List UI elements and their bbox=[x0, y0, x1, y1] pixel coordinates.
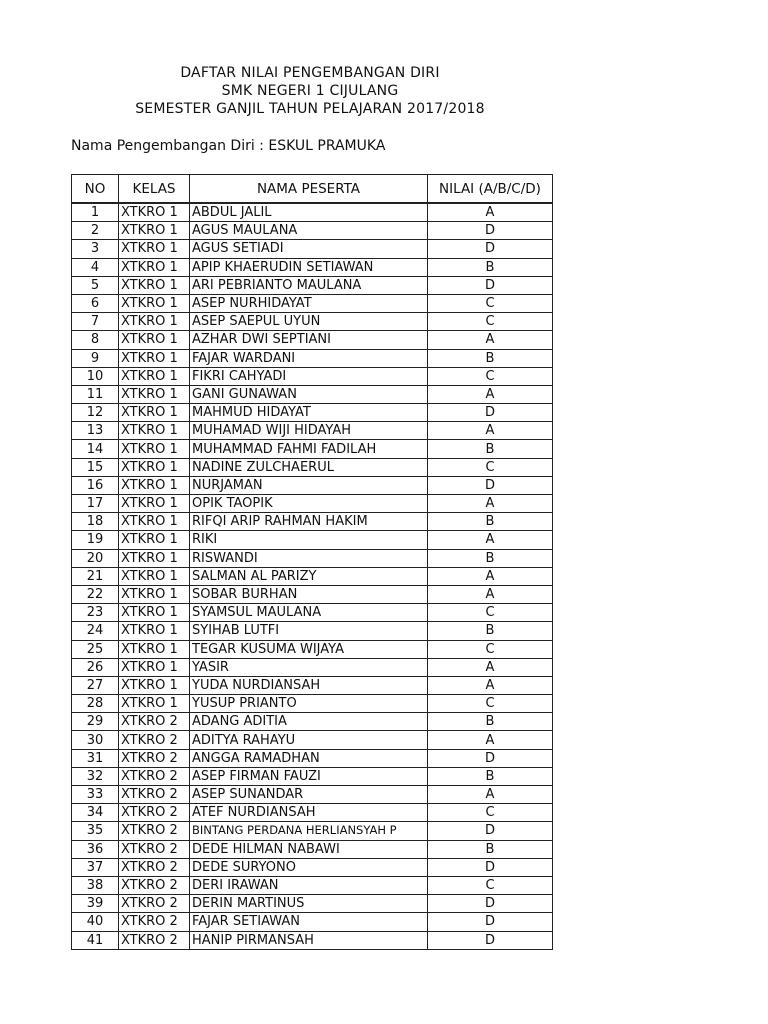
cell-no: 37 bbox=[72, 858, 119, 876]
cell-no: 21 bbox=[72, 567, 119, 585]
cell-nilai: D bbox=[428, 913, 553, 931]
cell-kelas: XTKRO 2 bbox=[119, 876, 190, 894]
cell-kelas: XTKRO 1 bbox=[119, 476, 190, 494]
table-row bbox=[72, 549, 553, 567]
cell-no: 10 bbox=[72, 367, 119, 385]
cell-nilai: B bbox=[428, 713, 553, 731]
table-row bbox=[72, 640, 553, 658]
cell-kelas: XTKRO 1 bbox=[119, 567, 190, 585]
cell-nilai: B bbox=[428, 440, 553, 458]
table-row bbox=[72, 258, 553, 276]
cell-no: 35 bbox=[72, 822, 119, 840]
document-title: DAFTAR NILAI PENGEMBANGAN DIRI bbox=[180, 65, 440, 81]
cell-no: 18 bbox=[72, 513, 119, 531]
cell-nilai: C bbox=[428, 804, 553, 822]
table-row bbox=[72, 331, 553, 349]
cell-nama: ASEP SUNANDAR bbox=[190, 786, 428, 804]
cell-no: 22 bbox=[72, 585, 119, 603]
cell-no: 14 bbox=[72, 440, 119, 458]
column-header-nilai: NILAI (A/B/C/D) bbox=[428, 175, 553, 204]
cell-nilai: C bbox=[428, 367, 553, 385]
cell-nama: DEDE HILMAN NABAWI bbox=[190, 840, 428, 858]
cell-no: 27 bbox=[72, 676, 119, 694]
cell-nilai: C bbox=[428, 313, 553, 331]
cell-kelas: XTKRO 2 bbox=[119, 731, 190, 749]
cell-nama: DEDE SURYONO bbox=[190, 858, 428, 876]
cell-nilai: D bbox=[428, 240, 553, 258]
cell-kelas: XTKRO 1 bbox=[119, 276, 190, 294]
cell-no: 4 bbox=[72, 258, 119, 276]
cell-nama: SYAMSUL MAULANA bbox=[190, 604, 428, 622]
cell-kelas: XTKRO 1 bbox=[119, 695, 190, 713]
cell-nama: ASEP SAEPUL UYUN bbox=[190, 313, 428, 331]
cell-nilai: B bbox=[428, 549, 553, 567]
table-row bbox=[72, 713, 553, 731]
table-row bbox=[72, 585, 553, 603]
cell-no: 8 bbox=[72, 331, 119, 349]
cell-no: 23 bbox=[72, 604, 119, 622]
document-header bbox=[0, 64, 620, 118]
cell-nama: ANGGA RAMADHAN bbox=[190, 749, 428, 767]
cell-kelas: XTKRO 1 bbox=[119, 676, 190, 694]
cell-nama: AGUS SETIADI bbox=[190, 240, 428, 258]
cell-nilai: A bbox=[428, 385, 553, 403]
cell-kelas: XTKRO 1 bbox=[119, 458, 190, 476]
cell-nilai: D bbox=[428, 222, 553, 240]
cell-no: 15 bbox=[72, 458, 119, 476]
cell-nilai: C bbox=[428, 640, 553, 658]
table-row bbox=[72, 313, 553, 331]
cell-nilai: A bbox=[428, 531, 553, 549]
cell-nilai: D bbox=[428, 895, 553, 913]
cell-nilai: D bbox=[428, 404, 553, 422]
cell-kelas: XTKRO 2 bbox=[119, 895, 190, 913]
cell-nilai: A bbox=[428, 585, 553, 603]
cell-kelas: XTKRO 1 bbox=[119, 531, 190, 549]
table-row bbox=[72, 422, 553, 440]
cell-nilai: B bbox=[428, 513, 553, 531]
cell-nama: YUSUP PRIANTO bbox=[190, 695, 428, 713]
semester-line: SEMESTER GANJIL TAHUN PELAJARAN 2017/2018 bbox=[135, 101, 485, 117]
table-row bbox=[72, 822, 553, 840]
cell-kelas: XTKRO 2 bbox=[119, 840, 190, 858]
table-row bbox=[72, 495, 553, 513]
table-row bbox=[72, 913, 553, 931]
cell-kelas: XTKRO 1 bbox=[119, 513, 190, 531]
table-row bbox=[72, 476, 553, 494]
cell-nama: NADINE ZULCHAERUL bbox=[190, 458, 428, 476]
table-row bbox=[72, 276, 553, 294]
cell-nilai: B bbox=[428, 767, 553, 785]
cell-kelas: XTKRO 1 bbox=[119, 258, 190, 276]
cell-nilai: A bbox=[428, 203, 553, 222]
cell-nilai: C bbox=[428, 294, 553, 312]
cell-nama: SALMAN AL PARIZY bbox=[190, 567, 428, 585]
cell-nama: MAHMUD HIDAYAT bbox=[190, 404, 428, 422]
cell-nama: RIKI bbox=[190, 531, 428, 549]
cell-kelas: XTKRO 1 bbox=[119, 349, 190, 367]
cell-no: 11 bbox=[72, 385, 119, 403]
cell-kelas: XTKRO 2 bbox=[119, 804, 190, 822]
table-row bbox=[72, 222, 553, 240]
table-row bbox=[72, 786, 553, 804]
cell-nilai: C bbox=[428, 604, 553, 622]
cell-no: 41 bbox=[72, 931, 119, 949]
table-row bbox=[72, 440, 553, 458]
school-name: SMK NEGERI 1 CIJULANG bbox=[221, 83, 399, 99]
cell-nama: ADITYA RAHAYU bbox=[190, 731, 428, 749]
cell-kelas: XTKRO 1 bbox=[119, 658, 190, 676]
cell-nama: ARI PEBRIANTO MAULANA bbox=[190, 276, 428, 294]
cell-no: 28 bbox=[72, 695, 119, 713]
cell-no: 31 bbox=[72, 749, 119, 767]
cell-no: 6 bbox=[72, 294, 119, 312]
cell-nilai: C bbox=[428, 876, 553, 894]
cell-kelas: XTKRO 1 bbox=[119, 367, 190, 385]
cell-no: 38 bbox=[72, 876, 119, 894]
cell-no: 33 bbox=[72, 786, 119, 804]
cell-nama: NURJAMAN bbox=[190, 476, 428, 494]
cell-nilai: D bbox=[428, 858, 553, 876]
column-header-nama: NAMA PESERTA bbox=[190, 175, 428, 204]
cell-nama: DERI IRAWAN bbox=[190, 876, 428, 894]
cell-nilai: B bbox=[428, 622, 553, 640]
cell-kelas: XTKRO 2 bbox=[119, 858, 190, 876]
cell-nama: AZHAR DWI SEPTIANI bbox=[190, 331, 428, 349]
table-row bbox=[72, 767, 553, 785]
cell-nama: GANI GUNAWAN bbox=[190, 385, 428, 403]
cell-no: 12 bbox=[72, 404, 119, 422]
activity-name: Nama Pengembangan Diri : ESKUL PRAMUKA bbox=[71, 138, 386, 154]
cell-nilai: D bbox=[428, 476, 553, 494]
cell-nilai: A bbox=[428, 331, 553, 349]
cell-nama: ASEP FIRMAN FAUZI bbox=[190, 767, 428, 785]
cell-nama: OPIK TAOPIK bbox=[190, 495, 428, 513]
cell-no: 5 bbox=[72, 276, 119, 294]
table-row bbox=[72, 604, 553, 622]
table-row bbox=[72, 458, 553, 476]
table-row bbox=[72, 931, 553, 949]
cell-kelas: XTKRO 1 bbox=[119, 622, 190, 640]
table-row bbox=[72, 531, 553, 549]
cell-kelas: XTKRO 2 bbox=[119, 822, 190, 840]
cell-nama: FIKRI CAHYADI bbox=[190, 367, 428, 385]
cell-no: 7 bbox=[72, 313, 119, 331]
cell-kelas: XTKRO 1 bbox=[119, 549, 190, 567]
cell-no: 20 bbox=[72, 549, 119, 567]
cell-nilai: C bbox=[428, 695, 553, 713]
cell-kelas: XTKRO 1 bbox=[119, 222, 190, 240]
cell-nilai: D bbox=[428, 749, 553, 767]
table-row bbox=[72, 513, 553, 531]
cell-nilai: A bbox=[428, 786, 553, 804]
table-row bbox=[72, 385, 553, 403]
cell-nilai: A bbox=[428, 567, 553, 585]
cell-no: 9 bbox=[72, 349, 119, 367]
cell-kelas: XTKRO 1 bbox=[119, 313, 190, 331]
table-row bbox=[72, 367, 553, 385]
cell-no: 29 bbox=[72, 713, 119, 731]
cell-nilai: A bbox=[428, 676, 553, 694]
cell-no: 25 bbox=[72, 640, 119, 658]
table-row bbox=[72, 895, 553, 913]
table-row bbox=[72, 240, 553, 258]
cell-nilai: A bbox=[428, 422, 553, 440]
table-row bbox=[72, 804, 553, 822]
cell-nama: FAJAR WARDANI bbox=[190, 349, 428, 367]
cell-nilai: B bbox=[428, 258, 553, 276]
cell-nama: SYIHAB LUTFI bbox=[190, 622, 428, 640]
table-row bbox=[72, 858, 553, 876]
cell-nama: SOBAR BURHAN bbox=[190, 585, 428, 603]
table-body bbox=[72, 203, 553, 949]
cell-no: 17 bbox=[72, 495, 119, 513]
score-table bbox=[71, 174, 553, 950]
cell-kelas: XTKRO 1 bbox=[119, 604, 190, 622]
cell-kelas: XTKRO 1 bbox=[119, 404, 190, 422]
cell-nilai: B bbox=[428, 840, 553, 858]
cell-nama: ADANG ADITIA bbox=[190, 713, 428, 731]
cell-kelas: XTKRO 1 bbox=[119, 294, 190, 312]
cell-kelas: XTKRO 2 bbox=[119, 713, 190, 731]
cell-kelas: XTKRO 2 bbox=[119, 767, 190, 785]
cell-no: 26 bbox=[72, 658, 119, 676]
cell-nama: MUHAMMAD FAHMI FADILAH bbox=[190, 440, 428, 458]
table-row bbox=[72, 203, 553, 222]
cell-nama: BINTANG PERDANA HERLIANSYAH P bbox=[190, 822, 428, 840]
cell-nilai: C bbox=[428, 458, 553, 476]
cell-nama: MUHAMAD WIJI HIDAYAH bbox=[190, 422, 428, 440]
table-row bbox=[72, 876, 553, 894]
cell-nama: ATEF NURDIANSAH bbox=[190, 804, 428, 822]
cell-nama: HANIP PIRMANSAH bbox=[190, 931, 428, 949]
cell-kelas: XTKRO 1 bbox=[119, 422, 190, 440]
cell-nama: RISWANDI bbox=[190, 549, 428, 567]
cell-no: 24 bbox=[72, 622, 119, 640]
cell-no: 19 bbox=[72, 531, 119, 549]
table-row bbox=[72, 731, 553, 749]
column-header-no: NO bbox=[72, 175, 119, 204]
cell-nilai: D bbox=[428, 822, 553, 840]
cell-kelas: XTKRO 1 bbox=[119, 440, 190, 458]
table-row bbox=[72, 658, 553, 676]
cell-kelas: XTKRO 1 bbox=[119, 331, 190, 349]
cell-nama: DERIN MARTINUS bbox=[190, 895, 428, 913]
cell-no: 30 bbox=[72, 731, 119, 749]
cell-nilai: D bbox=[428, 931, 553, 949]
cell-kelas: XTKRO 2 bbox=[119, 931, 190, 949]
cell-nama: RIFQI ARIP RAHMAN HAKIM bbox=[190, 513, 428, 531]
table-row bbox=[72, 749, 553, 767]
cell-nama: FAJAR SETIAWAN bbox=[190, 913, 428, 931]
cell-no: 40 bbox=[72, 913, 119, 931]
cell-kelas: XTKRO 1 bbox=[119, 585, 190, 603]
cell-nilai: A bbox=[428, 495, 553, 513]
cell-nama: APIP KHAERUDIN SETIAWAN bbox=[190, 258, 428, 276]
cell-no: 13 bbox=[72, 422, 119, 440]
cell-nama: YUDA NURDIANSAH bbox=[190, 676, 428, 694]
cell-no: 39 bbox=[72, 895, 119, 913]
cell-no: 32 bbox=[72, 767, 119, 785]
cell-nama: TEGAR KUSUMA WIJAYA bbox=[190, 640, 428, 658]
cell-kelas: XTKRO 1 bbox=[119, 203, 190, 222]
cell-nilai: D bbox=[428, 276, 553, 294]
table-row bbox=[72, 676, 553, 694]
cell-nama: YASIR bbox=[190, 658, 428, 676]
cell-kelas: XTKRO 2 bbox=[119, 786, 190, 804]
cell-nilai: A bbox=[428, 658, 553, 676]
table-row bbox=[72, 404, 553, 422]
cell-no: 34 bbox=[72, 804, 119, 822]
cell-no: 3 bbox=[72, 240, 119, 258]
cell-nilai: A bbox=[428, 731, 553, 749]
column-header-kelas: KELAS bbox=[119, 175, 190, 204]
table-row bbox=[72, 567, 553, 585]
cell-nama: AGUS MAULANA bbox=[190, 222, 428, 240]
table-row bbox=[72, 294, 553, 312]
cell-kelas: XTKRO 1 bbox=[119, 640, 190, 658]
cell-no: 1 bbox=[72, 203, 119, 222]
table-row bbox=[72, 349, 553, 367]
cell-nama: ABDUL JALIL bbox=[190, 203, 428, 222]
table-row bbox=[72, 840, 553, 858]
cell-no: 16 bbox=[72, 476, 119, 494]
cell-kelas: XTKRO 1 bbox=[119, 495, 190, 513]
cell-kelas: XTKRO 2 bbox=[119, 749, 190, 767]
cell-no: 2 bbox=[72, 222, 119, 240]
cell-kelas: XTKRO 1 bbox=[119, 385, 190, 403]
table-header-row bbox=[72, 175, 553, 204]
cell-nama: ASEP NURHIDAYAT bbox=[190, 294, 428, 312]
cell-nilai: B bbox=[428, 349, 553, 367]
cell-kelas: XTKRO 1 bbox=[119, 240, 190, 258]
table-row bbox=[72, 695, 553, 713]
table-row bbox=[72, 622, 553, 640]
cell-kelas: XTKRO 2 bbox=[119, 913, 190, 931]
cell-no: 36 bbox=[72, 840, 119, 858]
